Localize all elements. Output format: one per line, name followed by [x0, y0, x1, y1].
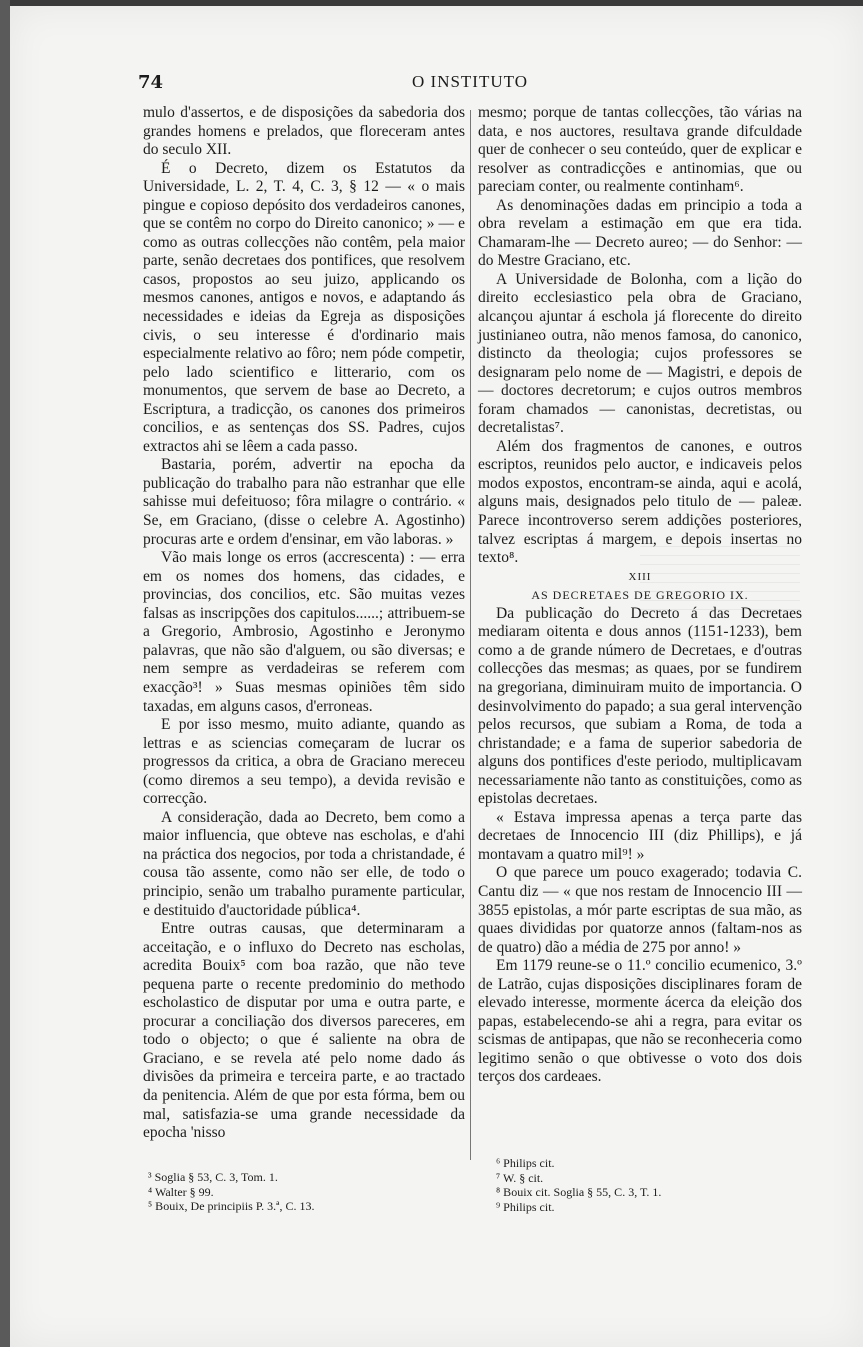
paragraph: Da publicação do Decreto á das Decretaes mediaram oitenta e dous annos (1151-1233), bem como a de grande número de Decretaes, e d'outras collecções das mesmas; as quaes, por se fundirem na gregoriana, diminuiram muito de importancia. O desinvolvimento do papado; a sua geral intervenção pelos recursos, que subiam a Roma, de toda a christandade; e a fama de superior sabedoria de alguns dos pontifices d'este periodo, multiplicavam necessariamente não tanto as constituições, como as epistolas decretaes.: [478, 604, 802, 808]
footnote: ⁸ Bouix cit. Soglia § 55, C. 3, T. 1.: [496, 1185, 662, 1199]
section-number: XIII: [628, 570, 652, 583]
footnote: ⁶ Philips cit.: [496, 1156, 555, 1170]
paragraph: É o Decreto, dizem os Estatutos da Universidade, L. 2, T. 4, C. 3, § 12 — « o mais pingue e copioso depósito dos verdadeiros canones, que se contêm no corpo do Direito canonico; » — e como as outras collecções não contêm, pela maior parte, senão decretaes dos pontifices, que resolvem casos, propostos ao seu juizo, applicando os mesmos canones, antigos e novos, e adaptando ás necessidades e ideias da Egreja as disposições civis, o seu interesse é d'ordinario mais especialmente relativo ao fôro; nem póde competir, pelo lado scientifico e litterario, com os monumentos, que servem de base ao Decreto, a Escriptura, a tradicção, os canones dos primeiros concilios, e as sentenças dos SS. Padres, cujos extractos ahi se lêem a cada passo.: [143, 159, 465, 455]
paragraph: mesmo; porque de tantas collecções, tão várias na data, e nos auctores, resultava grande difculdade quer de conhecer o seu conteúdo, quer de explicar e resolver as contradicções e antinomias, que ou pareciam conter, ou realmente continham⁶.: [478, 104, 802, 196]
running-title: O INSTITUTO: [412, 72, 528, 91]
paragraph: As denominações dadas em principio a toda a obra revelam a estimação em que era tida. Chamaram-lhe — Decreto aureo; — do Senhor: — do Mestre Graciano, etc.: [478, 196, 802, 270]
column-divider: [470, 110, 471, 1160]
paragraph: mulo d'assertos, e de disposições da sabedoria dos grandes homens e prelados, que floreceram antes do seculo XII.: [143, 104, 465, 159]
footnote: ⁵ Bouix, De principiis P. 3.ª, C. 13.: [148, 1199, 315, 1213]
footnote: ⁹ Philips cit.: [496, 1199, 555, 1214]
paragraph: Além dos fragmentos de canones, e outros escriptos, reunidos pelo auctor, e indicaveis pelos modos expostos, encontram-se ainda, aqui e acolá, alguns mais, designados pelo titulo de — paleæ. Parece incontroverso serem addições posteriores, talvez escriptas á margem, e depois insertas no texto⁸.: [478, 437, 802, 567]
right-footnotes: [496, 1156, 796, 1214]
page-number: 74: [138, 72, 164, 93]
paragraph: Bastaria, porém, advertir na epocha da publicação do trabalho para não estranhar que elle sahisse mui defeituoso; fôra milagre o contrário. « Se, em Graciano, (disse o celebre A. Agostinho) procuras arte e ordem d'ensinar, em vão laboras. »: [143, 456, 465, 548]
section-title: AS DECRETAES DE GREGORIO IX.: [531, 588, 749, 603]
paragraph: Vão mais longe os erros (accrescenta) : — erra em os nomes dos homens, das cidades, e provincias, dos concilios, etc. São muitas vezes falsas as inscripções dos capitulos......; attribuem-se a Gregorio, Ambrosio, Agostinho e Jeronymo palavras, que não são d'alguem, ou são diversas; e nem sempre as verdadeiras se referem com exacção³! » Suas mesmas opiniões têm sido taxadas, em alguns casos, d'erroneas.: [143, 549, 465, 715]
paragraph: A Universidade de Bolonha, com a lição do direito ecclesiastico pela obra de Graciano, alcançou ajuntar á eschola já florecente do direito justinianeo outra, não menos famosa, do canonico, distincto da theologia; cujos professores se designaram pelo nome de — Magistri, e depois de — doctores decretorum; e cujos outros membros foram chamados — canonistas, decretistas, ou decretalistas⁷.: [478, 270, 802, 437]
footnote: ³ Soglia § 53, C. 3, Tom. 1.: [148, 1170, 278, 1184]
right-column: [478, 104, 802, 1087]
paragraph: E por isso mesmo, muito adiante, quando as lettras e as sciencias começaram de lucrar os progressos da critica, a obra de Graciano mereceu (como diremos a seu tempo), a devida revisão e correcção.: [143, 716, 465, 808]
paragraph: « Estava impressa apenas a terça parte das decretaes de Innocencio III (diz Phillips), e já montavam a quatro mil⁹! »: [478, 808, 802, 863]
left-column: [143, 104, 465, 1143]
page-header: [130, 72, 810, 96]
footnote: ⁴ Walter § 99.: [148, 1184, 214, 1199]
left-border: [0, 0, 10, 1347]
left-footnotes: [148, 1170, 468, 1214]
paragraph: A consideração, dada ao Decreto, bem como a maior influencia, que obteve nas escholas, e d'ahi na práctica dos negocios, por toda a christandade, é cousa tão assente, como não ser elle, de todo o principio, senão um trabalho puramente particular, e destituido d'auctoridade pública⁴.: [143, 808, 465, 919]
footnote: ⁷ W. § cit.: [496, 1170, 544, 1185]
paragraph: O que parece um pouco exagerado; todavia C. Cantu diz — « que nos restam de Innocencio III — 3855 epistolas, a mór parte escriptas de sua mão, as quaes divididas por quatorze annos (faltam-nos as de quatro) dão a média de 275 por anno! »: [478, 864, 802, 956]
paragraph: Entre outras causas, que determinaram a acceitação, e o influxo do Decreto nas escholas, acredita Bouix⁵ com boa razão, que não teve pequena parte o recente predominio do methodo escholastico de disputar por uma e outra parte, e procurar a conciliação dos diversos pareceres, em todo o objecto; o que é saliente na obra de Graciano, e se revela até pelo nome dado ás divisões da primeira e terceira parte, e ao tractado da penitencia. Além de que por esta fórma, bem ou mal, satisfazia-se uma grande necessidade da epocha 'nisso: [143, 920, 465, 1142]
paragraph: Em 1179 reune-se o 11.º concilio ecumenico, 3.º de Latrão, cujas disposições disciplinares foram de elevado interesse, mormente ácerca da eleição dos papas, estabelecendo-se ahi a regra, para evitar os scismas de antipapas, que não se reconheceria como legitimo senão o que obtivesse o voto dos dois terços dos cardeaes.: [478, 957, 802, 1086]
